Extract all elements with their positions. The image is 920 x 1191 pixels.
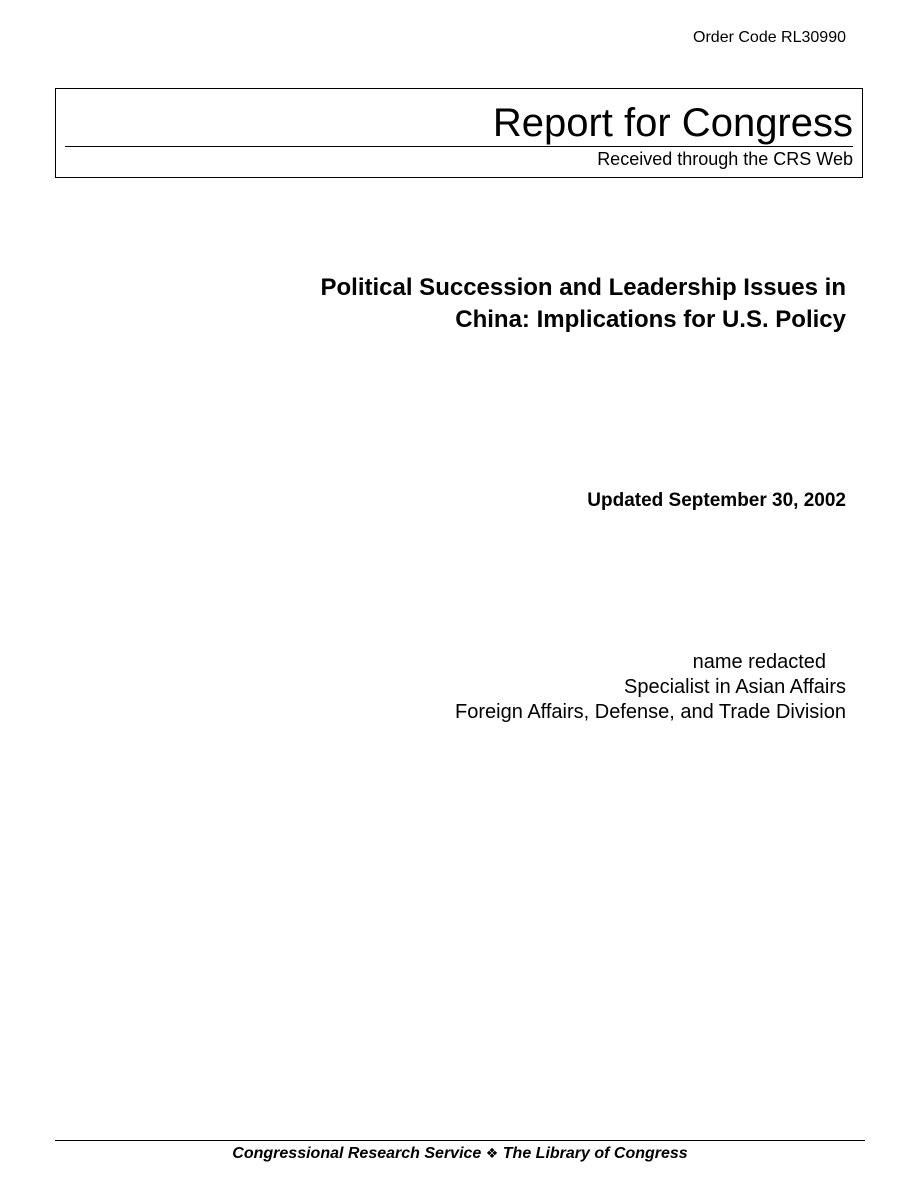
report-title [146,272,846,336]
order-code: Order Code RL30990 [693,29,846,46]
footer [55,1144,865,1164]
diamond-separator-icon: ❖ [485,1146,499,1162]
banner-title: Report for Congress [492,101,853,145]
report-title-line-1: Political Succession and Leadership Issues in [320,274,846,301]
author-division: Foreign Affairs, Defense, and Trade Division [455,701,846,723]
banner-subtitle: Received through the CRS Web [597,149,853,169]
report-banner [55,88,863,178]
footer-divider [55,1140,865,1141]
report-date: Updated September 30, 2002 [587,490,846,511]
author-position: Specialist in Asian Affairs [624,676,846,698]
banner-divider [65,146,853,147]
footer-crs: Congressional Research Service [232,1145,482,1162]
report-title-line-2: China: Implications for U.S. Policy [455,306,846,333]
footer-loc: The Library of Congress [502,1145,688,1162]
author-name: name redacted [692,651,826,673]
author-block [246,650,846,725]
